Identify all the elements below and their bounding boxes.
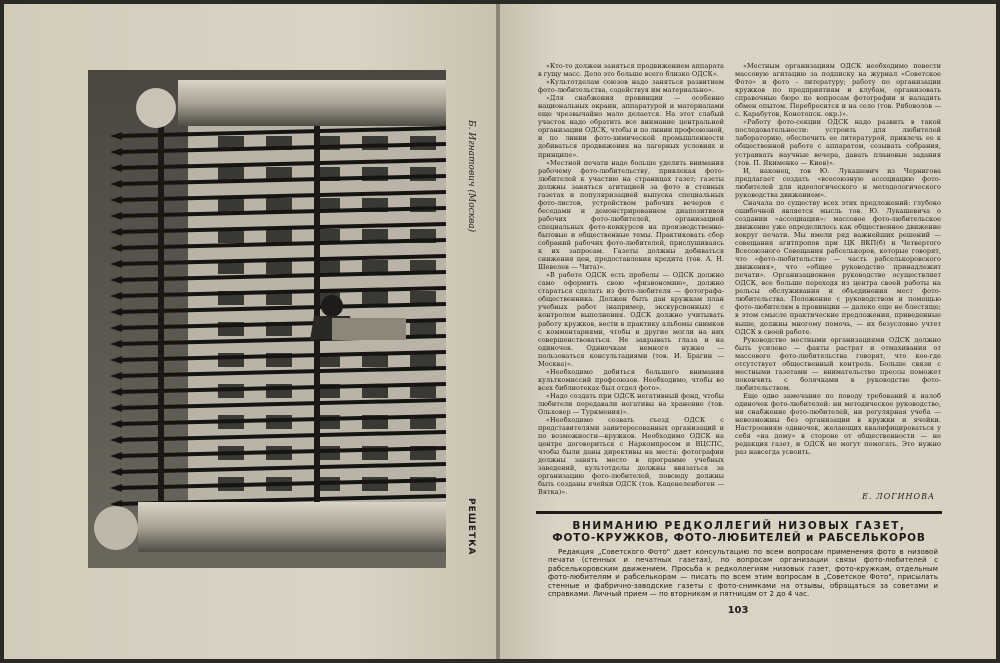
page-number: 103 [727, 605, 749, 616]
fence-post [314, 120, 320, 510]
article-paragraph: «Надо создать при ОДСК негативный фонд, чтобы любители передавали негативы на хранение (тов. Ольховер — Туркмения)». [538, 391, 724, 417]
notice-body: Редакция „Советского Фото" дает консультацию по всем вопросам применения фото в низовой печати (стенных и печатных газетах), по вопросам организации связи фото-любителей с рабселькоровским движением. Просьба к редколлегиям низовых газет, фото-кружкам, отдельным фото-любителям и рабселькорам — писать по всем этим вопросам в „Советское Фото", присылать стенные и фабрично-заводские газеты с фото-снимками на отзывы, обращаться за советами и справками. Личный прием — по вторникам и пятницам от 2 до 4 час. [548, 547, 938, 599]
notice-heading-line-1: ВНИМАНИЮ РЕДКОЛЛЕГИЙ НИЗОВЫХ ГАЗЕТ, [572, 520, 906, 532]
article-column-2 [735, 62, 941, 502]
building-window [410, 167, 436, 181]
fence-photograph-image [88, 70, 446, 568]
bottom-railing-knob [94, 506, 138, 550]
article-paragraph: «Местным организациям ОДСК необходимо повести массовую агитацию за подписку на журнал «Советское Фото» и фото - литературу; работу по организации кружков по предприятиям и клубам, организовать справочные бюро по вопросам фотографии и наладить обмен опытом. Перебросится и на село (тов. Рябоволов — с. Карабутов, Конотопск. окр.)». [735, 62, 941, 119]
article-paragraph: Сначала по существу всех этих предложений: глубоко ошибочной является мысль тов. Ю. Лукашевича о создании «ассоциации»: массовое фото-любительское движение уже определилось как общественное движение вокруг печати. Мы имели ряд важнейших решений — совещания агитпропов при ЦК ВКП(б) и Четвертого Всесоюзного Совещания рабселькоров, которые говорят, что «фото-любительство — часть рабселькоровского движения», что «общее руководство принадлежит печати». Организационное руководство осуществляет ОДСК, все больше переходя из центра своей работы на рельсы обслуживания и объединения мест фото-любительства. Положение с руководством и помощью фото-любителям в провинции — далеко еще не блестяще; в этом смысле практические предложения, приведенные выше, должны многому помочь, — их безусловно учтет ОДСК в своей работе. [735, 198, 941, 336]
article-paragraph: «В работе ОДСК есть пробелы — ОДСК должно само оформить свою «физиономию», должно стараться сделать из фото-любителя — фотографа-общественника. Должен быть дан кружкам план учебных работ (например, экскурсионных) с контролем выполнения. ОДСК должно учитывать работу кружков, вести в практику альбомы снимков с комментариями, чтобы и другие могли на них совершенствоваться. Не закрывать глаза и на одиночек. Одиночкам немного нужно — пользоваться консультациями (тов. И. Брагин — Москва)». [538, 271, 724, 368]
photo-title: РЕШЕТКА [466, 498, 476, 556]
building-window [410, 322, 436, 336]
building-window [410, 353, 436, 367]
top-railing [178, 80, 446, 126]
building-window [218, 167, 244, 181]
building-window [266, 229, 292, 243]
article-paragraph: «Для снабжения провинции — особенно национальных окраин, аппаратурой и материалами еще чрезвычайно мало делается. На этот слабый участок надо обратить все внимание центральной организации ОДСК, чтобы и по линии профсоюзной, и по линии фото-химической промышленности добиваться продвижения на лагерных условиях и принципе». [538, 94, 724, 159]
section-divider [536, 511, 942, 514]
article-paragraph: «Культотделам союзов надо заняться развитием фото-любительства, содействуя им материально». [538, 78, 724, 95]
top-railing-knob [136, 88, 176, 128]
article-paragraph: Руководство местными организациями ОДСК должно быть усилено — факты растрат и отмахивания от массового фото-любительства говорят, что кое-где отсутствует общественный контроль. Больше связи с местными газетами — внимательство прессы поможет покончить с болячками в руководстве фото-любительством. [735, 335, 941, 392]
building-window [362, 291, 388, 305]
article-paragraph: «Необходимо созвать съезд ОДСК с представителями заинтересованных организаций и по возможности—кружков. Необходимо ОДСК на центре договориться с Наркомпросом и ВЦСПС, чтобы были даны директивы на места: фотографии должны занять место в программе учебных заведений, культотделы должны ввязаться за организацию фото-любителей, повсюду должны быть созданы ячейки ОДСК (тов. Каценеленбоген — Вятка)». [538, 416, 724, 497]
notice-heading [536, 520, 942, 544]
article-paragraph: И, наконец, тов Ю. Лукашевич из Чернигова предлагает создать «всесоюзную ассоциацию фото-любителей для идеологического и методологического руководства движением». [735, 166, 941, 199]
article-paragraph: «Работу фото-секции ОДСК надо развить в такой последовательности: устроить для любителей лабораторию, обеспечить ее литературой, привлечь ее к общественной работе с аппаратом, созывать собрания, устраивать научные вечера, давать плановые задания (тов. П. Якименко — Киев)». [735, 118, 941, 167]
building-window [218, 198, 244, 212]
fence-post [158, 120, 164, 510]
photo-credit: Б. Игнатович (Москва) [466, 120, 476, 233]
bottom-railing [138, 502, 446, 552]
notice-heading-line-2: ФОТО-КРУЖКОВ, ФОТО-ЛЮБИТЕЛЕЙ и РАБСЕЛЬКОРОВ [552, 532, 926, 544]
article-paragraph: Еще одно замечание по поводу требований к налоб одиночек фото-любителей: ни методическое руководство, ни снабжение фото-любителей, ни регулярная учеба — невозможны без организации в кружки и ячейки. Настроениям одиночек, желающих квалифицироваться у себя «на дому» в стороне от общественности — не редакция газет, и ОДСК не могут помогать. Это нужно раз навсегда усвоить. [735, 391, 941, 457]
article-author: Е. ЛОГИНОВА [862, 492, 935, 501]
article-paragraph: «Местной печати надо больше уделять внимания рабочему фото-любительству, привлекая фото-любителей к участию на страницах газет; газеты должны заняться агитацией за фото в стенных газетах и популяризацией выпуска специальных фото-листов, устройством рабочих вечеров с беседами и демонстрированием диапозитивов рабочих фото-любителей, организацией специальных фото-конкурсов на производственно-бытовые и общественные темы. Практиковать сбор собраний рабочих фото-любителей, прислушиваясь к их запросам. Газеты должны добиваться снижения цен, предоставления кредита (тов. А. Н. Шевелев — Чита)». [538, 158, 724, 272]
article-paragraph: «Кто-то должен заняться продвижением аппарата в гущу масс. Дело это больше всего близко ОДСК». [538, 62, 724, 79]
article-paragraph: «Необходимо добиться большего внимания культкомиссий профсоюзов. Необходимо, чтобы во всех библиотеках был отдел фото». [538, 367, 724, 392]
article-column-1 [538, 62, 724, 508]
fence-photograph [88, 70, 446, 568]
building-window [362, 477, 388, 491]
